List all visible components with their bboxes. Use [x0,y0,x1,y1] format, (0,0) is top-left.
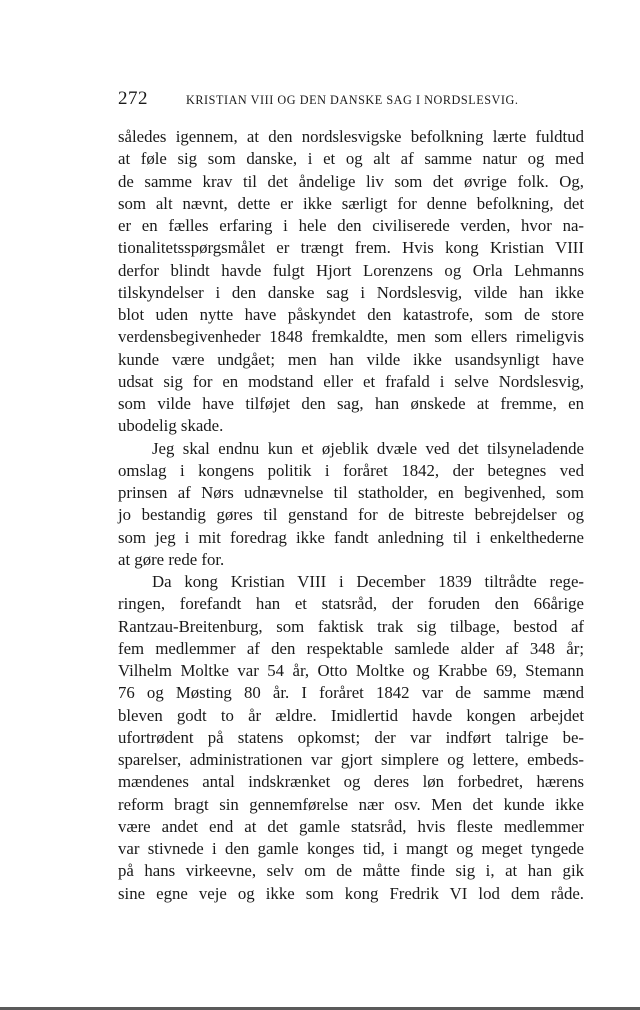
text-line: sine egne veje og ikke som kong Fredrik VI lod dem råde. [118,883,584,903]
text-line: ringen, forefandt han et statsråd, der foruden den 66årige [118,594,584,614]
text-line: tilskyndelser i den danske sag i Nordslesvig, vilde han ikke [118,282,584,302]
text-line: 76 og Møsting 80 år. I foråret 1842 var de samme mænd [118,683,584,703]
text-line: Da kong Kristian VIII i December 1839 tiltrådte rege- [152,572,584,591]
text-line: tionalitetsspørgsmålet er trængt frem. Hvis kong Kristian VIII [118,238,584,258]
text-line: er en fælles erfaring i hele den civiliserede verden, hvor na- [118,216,584,235]
text-line: udsat sig for en modstand eller et frafald i selve Nordslesvig, [118,371,584,391]
text-line: blot uden nytte have påskyndet den katastrofe, som de store [118,305,584,324]
text-line: at føle sig som danske, i et og alt af samme natur og med [118,149,584,169]
text-line: mændenes antal indskrænket og deres løn forbedret, hærens [118,772,584,792]
text-line: som jeg i mit foredrag ikke fandt anledning til i enkelthederne [118,527,584,547]
text-line: de samme krav til det åndelige liv som det øvrige folk. Og, [118,171,584,191]
text-line: derfor blindt havde fulgt Hjort Lorenzens og Orla Lehmanns [118,260,584,280]
text-line: bleven godt to år ældre. Imidlertid havde kongen arbejdet [118,705,584,725]
page-number: 272 [118,88,148,109]
page-header [118,88,588,112]
body-text [118,126,584,905]
text-line: ufortrødent på statens opkomst; der var indført talrige be- [118,727,584,747]
text-line: jo bestandig gøres til genstand for de bitreste bebrejdelser og [118,505,584,525]
text-line: verdensbegivenheder 1848 fremkaldte, men som ellers rimeligvis [118,327,584,347]
text-line: at gøre rede for. [118,549,225,569]
text-line: fem medlemmer af den respektable samlede alder af 348 år; [118,638,584,658]
text-line: var stivnede i den gamle konges tid, i mangt og meget tyngede [118,839,584,858]
text-line: være andet end at det gamle statsråd, hvis fleste medlemmer [118,816,584,836]
text-line: således igennem, at den nordslesvigske befolkning lærte fuldtud [118,127,584,146]
text-line: prinsen af Nørs udnævnelse til statholder, en begivenhed, som [118,483,584,502]
text-line: Vilhelm Moltke var 54 år, Otto Moltke og Krabbe 69, Stemann [118,661,584,680]
running-title: KRISTIAN VIII OG DEN DANSKE SAG I NORDSLESVIG. [186,93,519,107]
text-line: Jeg skal endnu kun et øjeblik dvæle ved det tilsyneladende [152,438,584,458]
text-line: som vilde have tilføjet den sag, han ønskede at fremme, en [118,394,584,413]
text-line: Rantzau-Breitenburg, som faktisk trak sig tilbage, bestod af [118,616,584,636]
text-line: på hans virkeevne, selv om de måtte finde sig i, at han gik [118,861,584,881]
text-line: som alt nævnt, dette er ikke særligt for denne befolkning, det [118,193,584,213]
text-line: kunde være undgået; men han vilde ikke usandsynligt have [118,349,584,369]
text-line: sparelser, administrationen var gjort simplere og lettere, embeds- [118,750,584,769]
text-line: ubodelig skade. [118,416,224,436]
text-line: reform bragt sin gennemførelse nær osv. Men det kunde ikke [118,794,584,814]
text-line: omslag i kongens politik i foråret 1842, der betegnes ved [118,460,584,480]
